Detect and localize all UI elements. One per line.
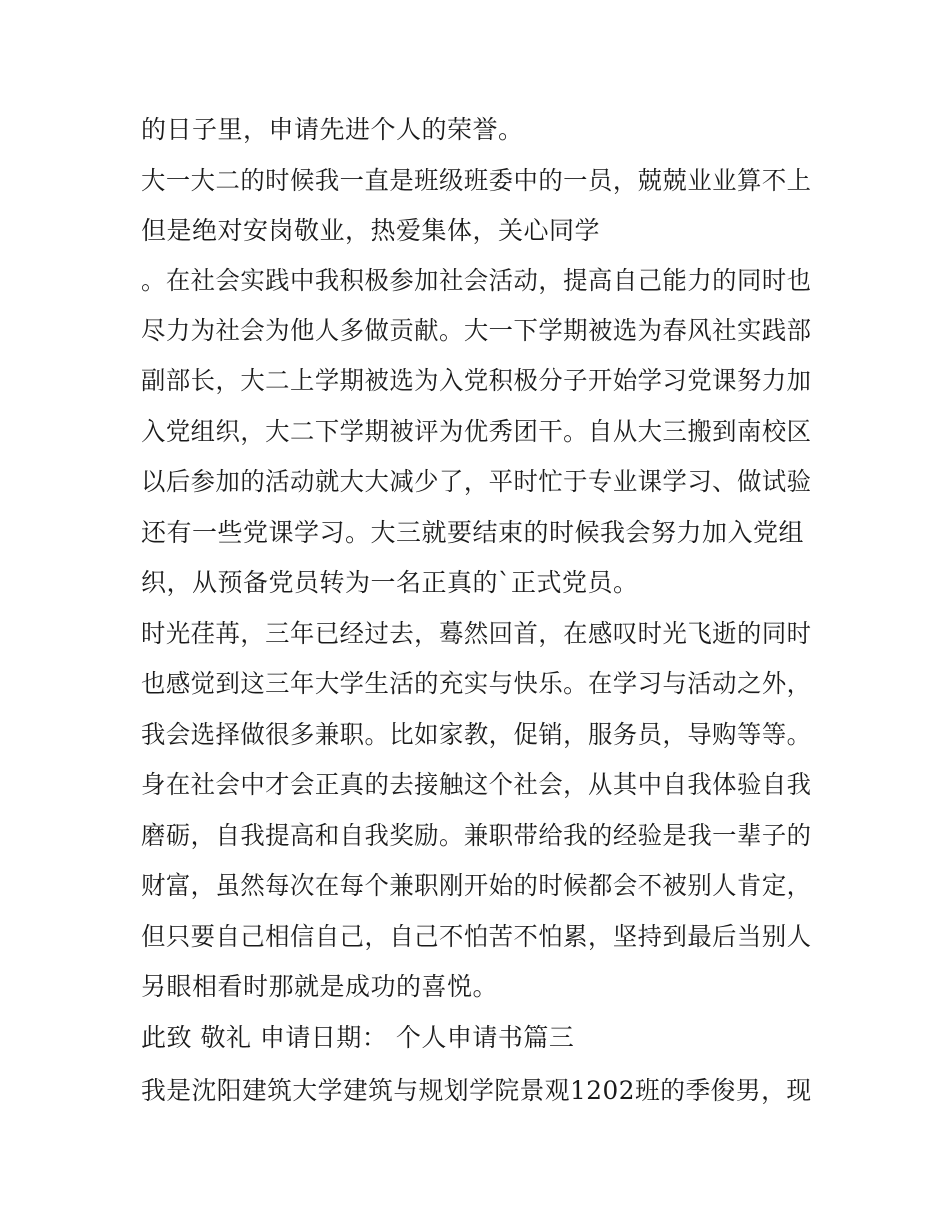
text-line: 但只要自己相信自己，自己不怕苦不怕累，坚持到最后当别人 bbox=[141, 922, 812, 951]
text-line: 尽力为社会为他人多做贡献。大一下学期被选为春风社实践部 bbox=[141, 316, 812, 345]
text-line: 我是沈阳建筑大学建筑与规划学院景观1202班的季俊男，现 bbox=[141, 1076, 812, 1105]
text-line: 还有一些党课学习。大三就要结束的时候我会努力加入党组 bbox=[141, 518, 805, 547]
text-line: 织，从预备党员转为一名正真的`正式党员。 bbox=[141, 568, 639, 597]
text-line: 时光荏苒，三年已经过去，蓦然回首，在感叹时光飞逝的同时 bbox=[141, 619, 812, 648]
text-line: 大一大二的时候我一直是班级班委中的一员，兢兢业业算不上 bbox=[141, 166, 812, 195]
text-line: 磨砺，自我提高和自我奖励。兼职带给我的经验是我一辈子的 bbox=[141, 821, 812, 850]
text-line: 。在社会实践中我积极参加社会活动，提高自己能力的同时也 bbox=[141, 266, 812, 295]
text-line: 入党组织，大二下学期被评为优秀团干。自从大三搬到南校区 bbox=[141, 417, 812, 446]
text-line: 但是绝对安岗敬业，热爱集体，关心同学 bbox=[141, 216, 601, 245]
text-line: 另眼相看时那就是成功的喜悦。 bbox=[141, 972, 499, 1001]
text-line: 财富，虽然每次在每个兼职刚开始的时候都会不被别人肯定， bbox=[141, 871, 812, 900]
text-line: 也感觉到这三年大学生活的充实与快乐。在学习与活动之外， bbox=[141, 669, 812, 698]
text-line: 我会选择做很多兼职。比如家教，促销，服务员，导购等等。 bbox=[141, 720, 812, 749]
text-line: 副部长，大二上学期被选为入党积极分子开始学习党课努力加 bbox=[141, 366, 812, 395]
text-line: 以后参加的活动就大大减少了，平时忙于专业课学习、做试验 bbox=[141, 467, 812, 496]
text-line: 的日子里，申请先进个人的荣誉。 bbox=[141, 115, 524, 144]
text-line: 身在社会中才会正真的去接触这个社会，从其中自我体验自我 bbox=[141, 770, 812, 799]
text-line: 此致 敬礼 申请日期： 个人申请书篇三 bbox=[141, 1023, 575, 1052]
